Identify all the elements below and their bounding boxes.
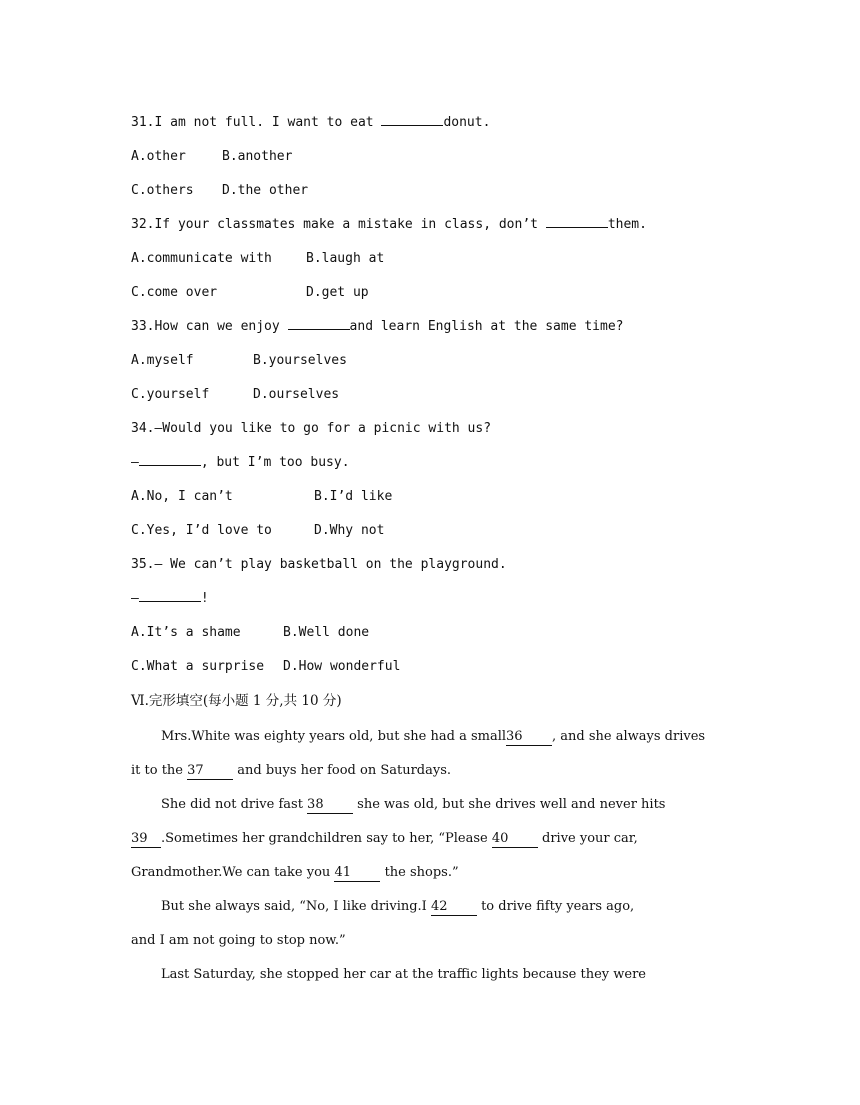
- passage-text: the shops.”: [380, 865, 459, 880]
- question-35-stem: [131, 550, 731, 584]
- question-stem-text: 33.How can we enjoy: [131, 319, 288, 334]
- dialogue-dash: —: [131, 455, 139, 470]
- option-b[interactable]: B.Well done: [283, 625, 370, 640]
- option-c[interactable]: C.yourself: [131, 387, 210, 402]
- question-33-options-row-2: [131, 380, 731, 414]
- cloze-blank-36[interactable]: 36: [506, 729, 552, 746]
- question-34-options-row-2: [131, 516, 731, 550]
- option-c[interactable]: C.Yes, I’d love to: [131, 523, 272, 538]
- cloze-blank-41[interactable]: 41: [334, 865, 380, 882]
- question-31-stem: [131, 108, 731, 142]
- question-stem-text: 35.— We can’t play basketball on the playground.: [131, 557, 507, 572]
- question-stem-text: , but I’m too busy.: [200, 455, 350, 470]
- passage-text: drive your car,: [537, 831, 638, 846]
- option-c[interactable]: C.come over: [131, 285, 218, 300]
- passage-line: [131, 720, 731, 754]
- question-stem-text: 34.—Would you like to go for a picnic with us?: [131, 421, 492, 436]
- question-34-stem: [131, 414, 731, 448]
- passage-text: .Sometimes her grandchildren say to her, “Please: [161, 831, 492, 846]
- question-33-stem: [131, 312, 731, 346]
- cloze-blank-39[interactable]: 39: [131, 831, 161, 848]
- passage-line: Last Saturday, she stopped her car at the traffic lights because they were: [161, 967, 646, 982]
- passage-text: Mrs.White was eighty years old, but she had a small: [161, 729, 507, 744]
- passage-line: [131, 890, 731, 924]
- passage-line: [131, 754, 731, 788]
- dialogue-dash: —: [131, 591, 139, 606]
- question-stem-text: 32.If your classmates make a mistake in class, don’t: [131, 217, 546, 232]
- exam-page: [131, 108, 731, 992]
- question-32-options-row-1: [131, 244, 731, 278]
- section-title: Ⅵ.完形填空(每小题 1 分,共 10 分): [131, 693, 342, 709]
- question-35-options-row-2: [131, 652, 731, 686]
- cloze-blank-40[interactable]: 40: [492, 831, 538, 848]
- option-a[interactable]: A.communicate with: [131, 251, 272, 266]
- question-31-options-row-1: [131, 142, 731, 176]
- question-stem-text: and learn English at the same time?: [349, 319, 624, 334]
- passage-text: she was old, but she drives well and never hits: [353, 797, 666, 812]
- question-34-reply: [131, 448, 731, 482]
- option-a[interactable]: A.It’s a shame: [131, 625, 241, 640]
- option-d[interactable]: D.the other: [222, 183, 309, 198]
- option-d[interactable]: D.ourselves: [253, 387, 340, 402]
- option-b[interactable]: B.yourselves: [253, 353, 347, 368]
- cloze-blank-38[interactable]: 38: [307, 797, 353, 814]
- option-d[interactable]: D.get up: [306, 285, 369, 300]
- question-33-options-row-1: [131, 346, 731, 380]
- passage-text: it to the: [131, 763, 188, 778]
- answer-blank: [139, 451, 201, 466]
- cloze-blank-42[interactable]: 42: [431, 899, 477, 916]
- passage-text: , and she always drives: [552, 729, 706, 744]
- passage-text: to drive fifty years ago,: [476, 899, 635, 914]
- passage-line: and I am not going to stop now.”: [131, 933, 346, 948]
- question-stem-text: 31.I am not full. I want to eat: [131, 115, 382, 130]
- passage-text: Grandmother.We can take you: [131, 865, 335, 880]
- answer-blank: [288, 315, 350, 330]
- option-a[interactable]: A.other: [131, 149, 186, 164]
- question-stem-text: donut.: [443, 115, 491, 130]
- question-32-stem: [131, 210, 731, 244]
- answer-blank: [546, 213, 608, 228]
- option-a[interactable]: A.No, I can’t: [131, 489, 233, 504]
- option-a[interactable]: A.myself: [131, 353, 194, 368]
- question-34-options-row-1: [131, 482, 731, 516]
- passage-text: She did not drive fast: [161, 797, 308, 812]
- question-31-options-row-2: [131, 176, 731, 210]
- passage-line: [131, 822, 731, 856]
- option-c[interactable]: C.others: [131, 183, 194, 198]
- cloze-passage: [131, 720, 731, 992]
- passage-text: But she always said, “No, I like driving.I: [161, 899, 431, 914]
- question-stem-text: them.: [607, 217, 647, 232]
- option-d[interactable]: D.Why not: [314, 523, 385, 538]
- question-stem-text: !: [200, 591, 209, 606]
- question-35-options-row-1: [131, 618, 731, 652]
- answer-blank: [381, 111, 443, 126]
- option-b[interactable]: B.laugh at: [306, 251, 385, 266]
- option-c[interactable]: C.What a surprise: [131, 659, 265, 674]
- option-b[interactable]: B.I’d like: [314, 489, 393, 504]
- cloze-blank-37[interactable]: 37: [187, 763, 233, 780]
- option-d[interactable]: D.How wonderful: [283, 659, 401, 674]
- passage-text: and buys her food on Saturdays.: [233, 763, 452, 778]
- passage-line: [131, 856, 731, 890]
- question-32-options-row-2: [131, 278, 731, 312]
- passage-line: [131, 788, 731, 822]
- option-b[interactable]: B.another: [222, 149, 293, 164]
- answer-blank: [139, 587, 201, 602]
- question-35-reply: [131, 584, 731, 618]
